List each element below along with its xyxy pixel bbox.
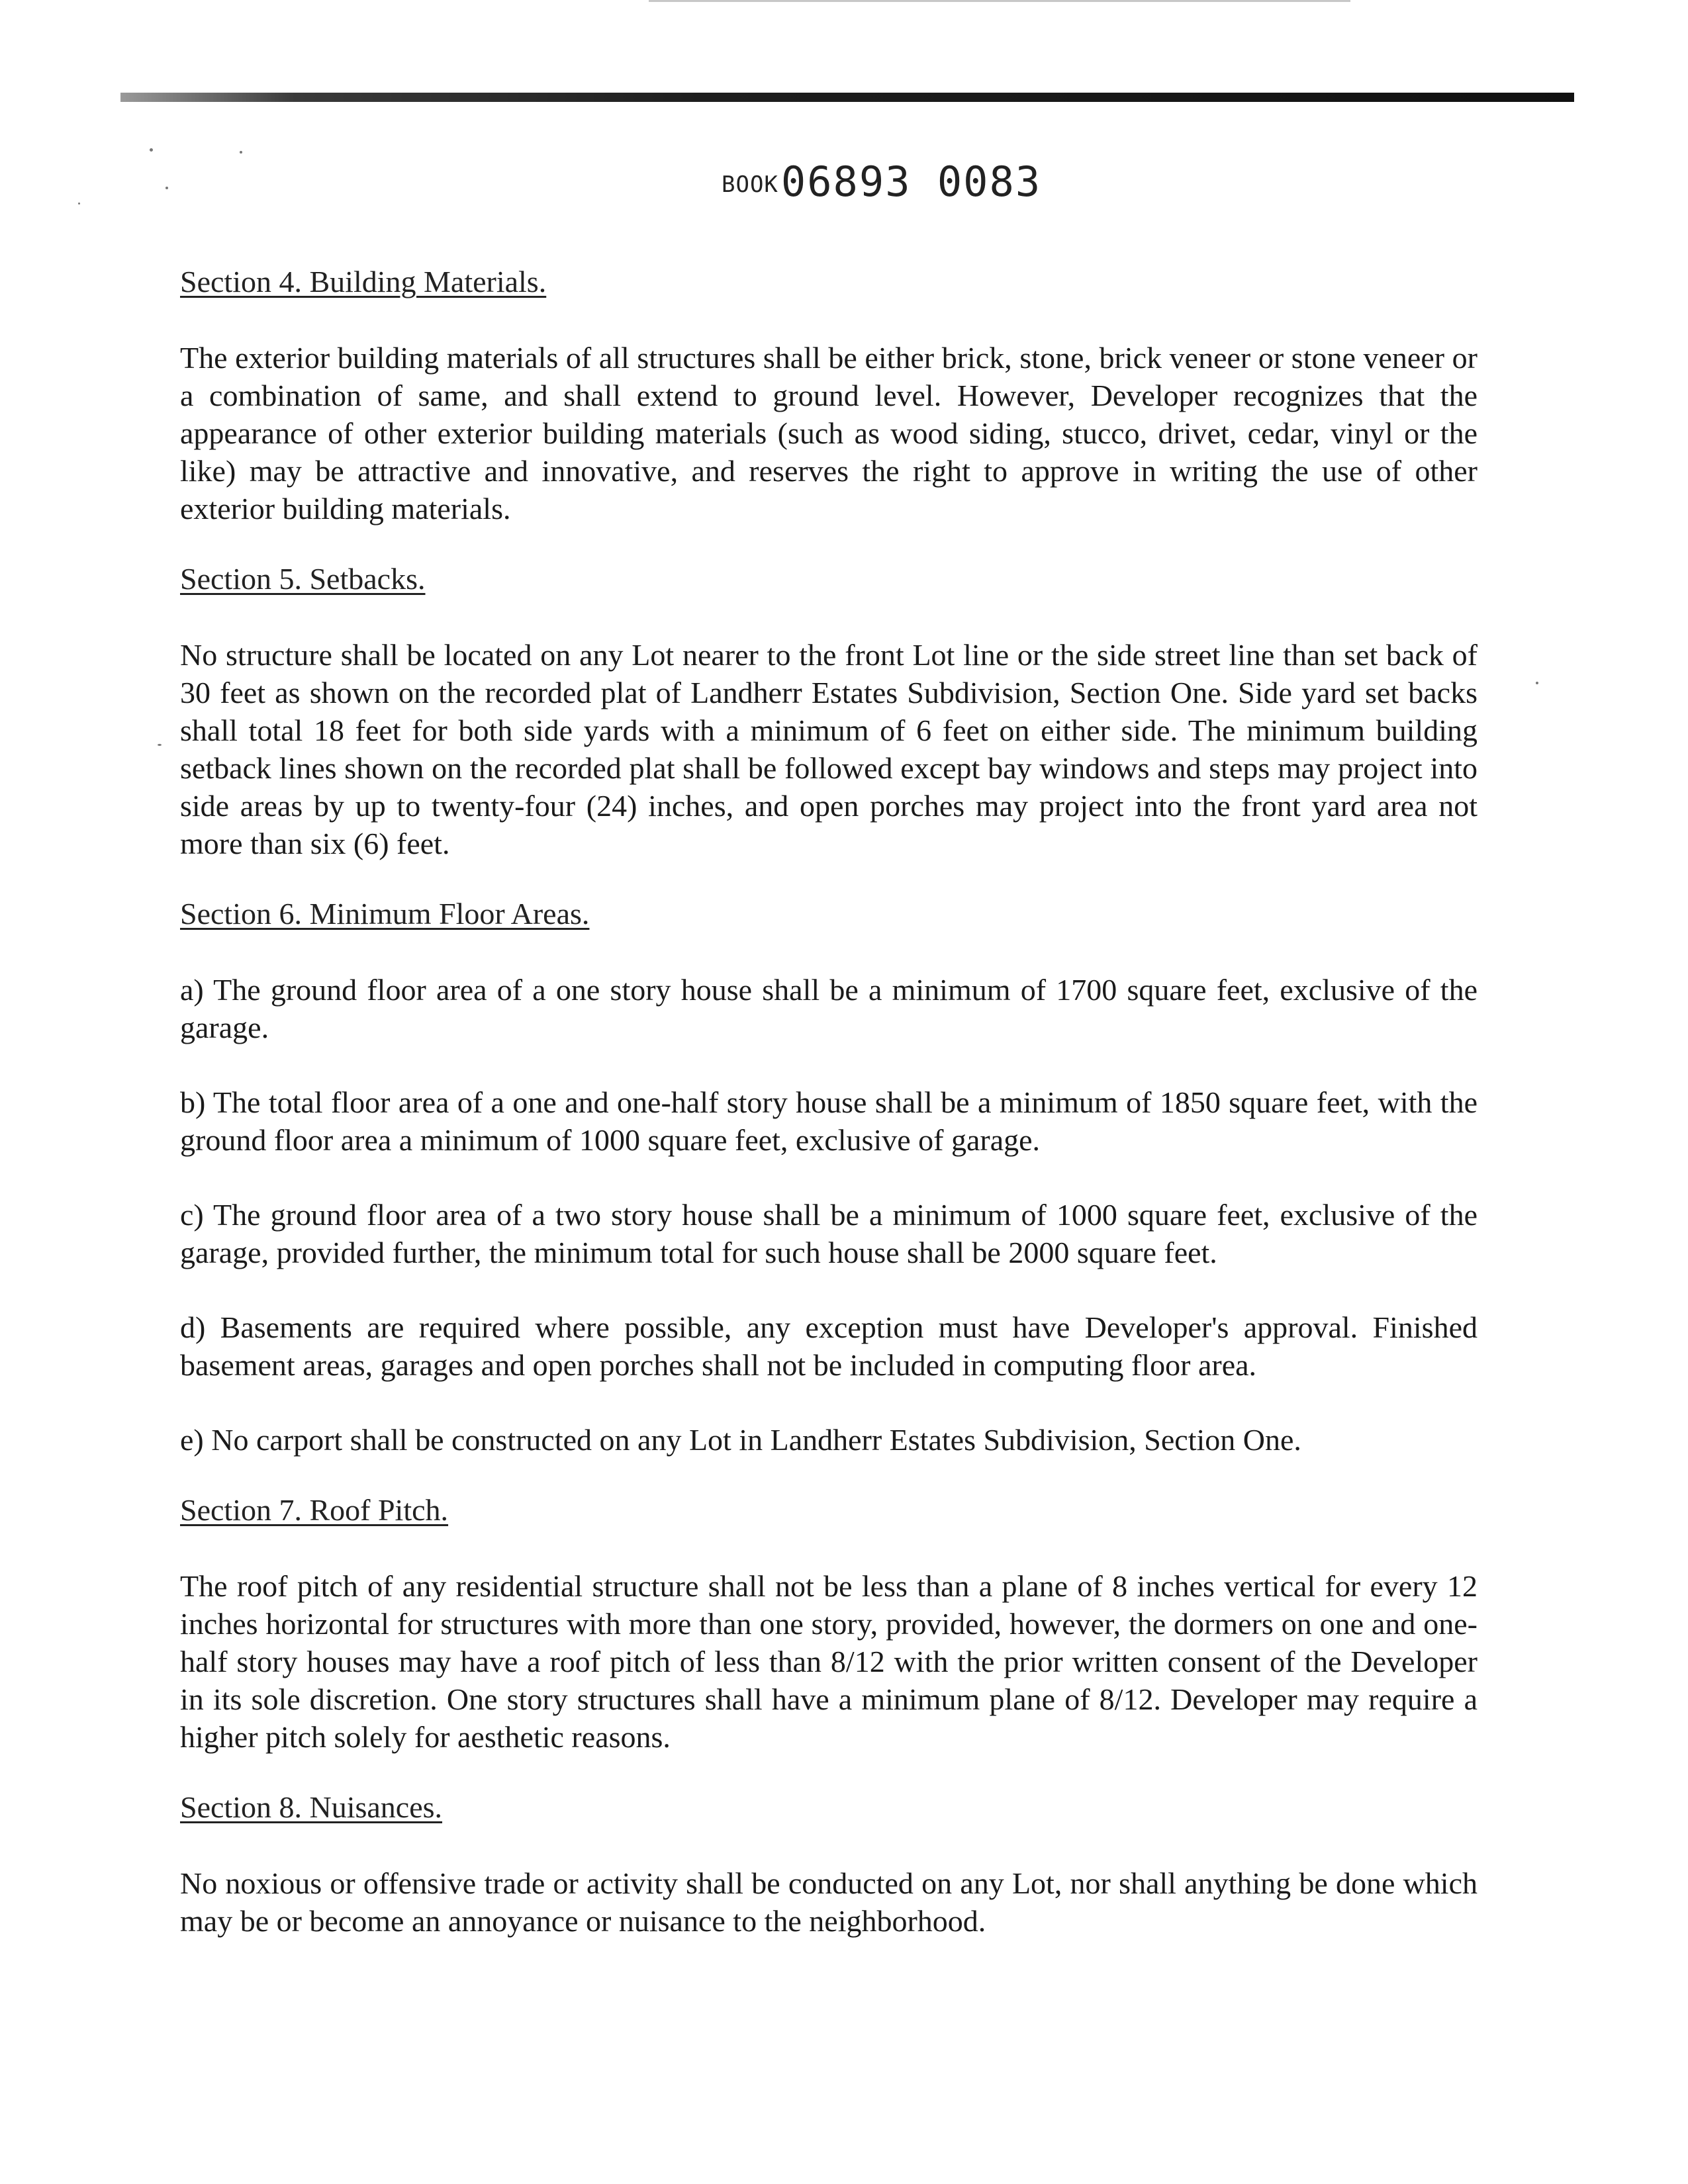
scan-speck bbox=[158, 744, 162, 746]
scan-speck bbox=[150, 148, 153, 152]
section-heading: Section 7. Roof Pitch. bbox=[180, 1493, 449, 1527]
section-5 bbox=[180, 561, 1477, 862]
scan-speck bbox=[240, 151, 242, 154]
clause-c: c) The ground floor area of a two story house shall be a minimum of 1000 square feet, exclusive of the garage, provided further, the minimum total for such house shall be 2000 square feet. bbox=[180, 1198, 1477, 1269]
scan-speck bbox=[78, 203, 80, 205]
section-4 bbox=[180, 263, 1477, 527]
scan-speck bbox=[1536, 682, 1538, 684]
clause-d: d) Basements are required where possible, any exception must have Developer's approval. Finished basement areas, garages and open porches shall not be included in computing floor area. bbox=[180, 1310, 1477, 1382]
section-paragraph: No noxious or offensive trade or activity shall be conducted on any Lot, nor shall anything be done which may be or become an annoyance or nuisance to the neighborhood. bbox=[180, 1866, 1477, 1938]
section-heading: Section 5. Setbacks. bbox=[180, 562, 426, 596]
section-paragraph: The roof pitch of any residential structure shall not be less than a plane of 8 inches vertical for every 12 inches horizontal for structures with more than one story, provided, however, the dormers on one and one-half story houses may have a roof pitch of less than 8/12 with the prior written consent of the Developer in its sole discretion. One story structures shall have a minimum plane of 8/12. Developer may require a higher pitch solely for aesthetic reasons. bbox=[180, 1569, 1477, 1754]
top-faint-rule bbox=[649, 0, 1350, 2]
section-7 bbox=[180, 1492, 1477, 1756]
book-number: 06893 0083 bbox=[780, 158, 1042, 206]
section-heading: Section 6. Minimum Floor Areas. bbox=[180, 897, 590, 931]
document-body bbox=[180, 263, 1477, 1977]
clause-e: e) No carport shall be constructed on any Lot in Landherr Estates Subdivision, Section One. bbox=[180, 1423, 1301, 1457]
book-page-reference bbox=[722, 158, 1041, 206]
section-paragraph: No structure shall be located on any Lot nearer to the front Lot line or the side street line than set back of 30 feet as shown on the recorded plat of Landherr Estates Subdivision, Section One. Side yard set backs shall total 18 feet for both side yards with a minimum of 6 feet on either side. The minimum building setback lines shown on the recorded plat shall be followed except bay windows and steps may project into side areas by up to twenty-four (24) inches, and open porches may project into the front yard area not more than six (6) feet. bbox=[180, 638, 1477, 860]
section-heading: Section 4. Building Materials. bbox=[180, 265, 547, 298]
section-heading: Section 8. Nuisances. bbox=[180, 1790, 443, 1824]
book-prefix: BOOK bbox=[722, 171, 778, 198]
section-6 bbox=[180, 895, 1477, 1459]
clause-a: a) The ground floor area of a one story house shall be a minimum of 1700 square feet, exclusive of the garage. bbox=[180, 973, 1477, 1044]
scan-speck bbox=[165, 187, 168, 189]
clause-b: b) The total floor area of a one and one-half story house shall be a minimum of 1850 square feet, with the ground floor area a minimum of 1000 square feet, exclusive of garage. bbox=[180, 1085, 1477, 1157]
section-paragraph: The exterior building materials of all structures shall be either brick, stone, brick veneer or stone veneer or a combination of same, and shall extend to ground level. However, Developer recognizes that the appearance of other exterior building materials (such as wood siding, stucco, drivet, cedar, vinyl or the like) may be attractive and innovative, and reserves the right to approve in writing the use of other exterior building materials. bbox=[180, 341, 1477, 525]
top-horizontal-rule bbox=[120, 93, 1574, 102]
section-8 bbox=[180, 1789, 1477, 1940]
